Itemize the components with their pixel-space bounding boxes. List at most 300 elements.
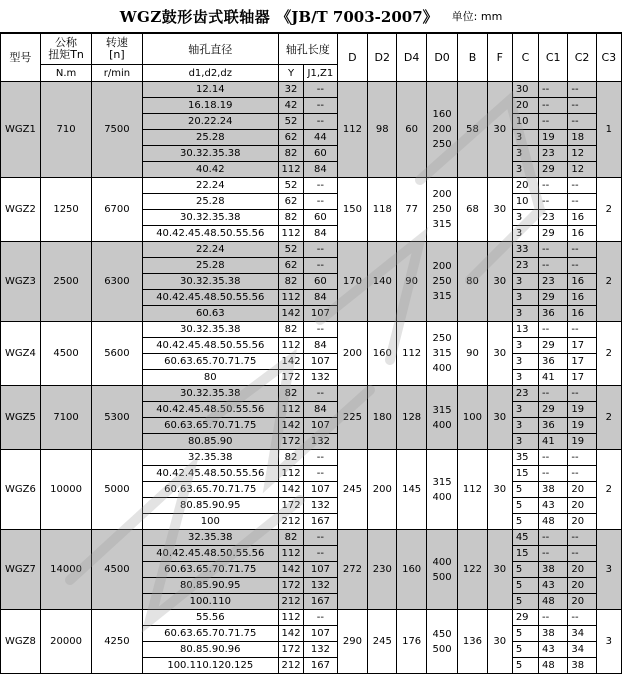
cell-C2: 20 <box>568 514 596 530</box>
cell-speed: 5300 <box>92 386 142 450</box>
cell-D4: 112 <box>397 322 426 386</box>
cell-C1: -- <box>539 386 568 402</box>
cell-C: 5 <box>512 642 538 658</box>
cell-C: 3 <box>512 162 538 178</box>
cell-model: WGZ1 <box>1 82 41 178</box>
cell-C1: -- <box>539 242 568 258</box>
cell-C1: 38 <box>539 626 568 642</box>
cell-D4: 90 <box>397 242 426 322</box>
cell-F: 30 <box>487 242 512 322</box>
cell-C1: 41 <box>539 370 568 386</box>
cell-bore-length-y: 52 <box>278 114 303 130</box>
cell-speed: 6700 <box>92 178 142 242</box>
cell-bore-length-j1: -- <box>304 82 338 98</box>
cell-speed: 7500 <box>92 82 142 178</box>
cell-bore-length-y: 172 <box>278 434 303 450</box>
cell-C2: 34 <box>568 626 596 642</box>
cell-D0 <box>426 386 457 450</box>
cell-F: 30 <box>487 386 512 450</box>
cell-C2: -- <box>568 82 596 98</box>
cell-model: WGZ7 <box>1 530 41 610</box>
cell-bore-length-j1: 60 <box>304 210 338 226</box>
cell-D0-value: 250 <box>432 204 452 215</box>
cell-bore-length-j1: 167 <box>304 514 338 530</box>
cell-bore-length-j1: 84 <box>304 290 338 306</box>
cell-bore-diameter: 40.42.45.48.50.55.56 <box>142 338 278 354</box>
cell-bore-diameter: 30.32.35.38 <box>142 322 278 338</box>
cell-bore-length-j1: 84 <box>304 402 338 418</box>
cell-bore-length-j1: 107 <box>304 418 338 434</box>
header-C3: C3 <box>596 34 621 82</box>
cell-B: 112 <box>458 450 487 530</box>
cell-C1: 23 <box>539 210 568 226</box>
cell-B: 136 <box>458 610 487 674</box>
cell-D0-value: 250 <box>432 276 452 287</box>
cell-model: WGZ3 <box>1 242 41 322</box>
cell-bore-length-y: 172 <box>278 578 303 594</box>
cell-D0-value: 315 <box>432 348 452 359</box>
cell-bore-length-j1: 60 <box>304 146 338 162</box>
cell-bore-length-y: 82 <box>278 386 303 402</box>
cell-D0-value: 400 <box>432 363 452 374</box>
cell-bore-length-y: 32 <box>278 82 303 98</box>
cell-C3: 2 <box>596 178 621 242</box>
cell-C: 45 <box>512 530 538 546</box>
cell-bore-length-j1: -- <box>304 450 338 466</box>
cell-D2: 200 <box>368 450 397 530</box>
cell-bore-diameter: 80.85.90.95 <box>142 578 278 594</box>
cell-bore-length-y: 82 <box>278 274 303 290</box>
cell-bore-length-y: 142 <box>278 354 303 370</box>
cell-C: 13 <box>512 322 538 338</box>
cell-bore-length-y: 82 <box>278 530 303 546</box>
cell-D0-value: 400 <box>432 491 452 503</box>
cell-C2: -- <box>568 530 596 546</box>
cell-bore-length-y: 112 <box>278 226 303 242</box>
cell-bore-diameter: 30.32.35.38 <box>142 274 278 290</box>
cell-C: 5 <box>512 626 538 642</box>
cell-D2: 118 <box>368 178 397 242</box>
cell-bore-length-y: 172 <box>278 370 303 386</box>
cell-bore-length-j1: 107 <box>304 626 338 642</box>
cell-bore-length-y: 42 <box>278 98 303 114</box>
cell-C1: 43 <box>539 642 568 658</box>
cell-bore-length-y: 172 <box>278 498 303 514</box>
cell-C2: 16 <box>568 226 596 242</box>
cell-model: WGZ5 <box>1 386 41 450</box>
header-C2: C2 <box>568 34 596 82</box>
cell-D: 150 <box>337 178 367 242</box>
cell-torque: 20000 <box>40 610 91 674</box>
cell-speed: 4250 <box>92 610 142 674</box>
cell-C2: 18 <box>568 130 596 146</box>
cell-B: 122 <box>458 530 487 610</box>
header-D0: D0 <box>426 34 457 82</box>
table-row <box>1 450 622 466</box>
cell-bore-length-y: 52 <box>278 178 303 194</box>
cell-D: 170 <box>337 242 367 322</box>
cell-C: 20 <box>512 178 538 194</box>
cell-C: 33 <box>512 242 538 258</box>
cell-C2: -- <box>568 322 596 338</box>
cell-C2: 17 <box>568 354 596 370</box>
cell-D4: 176 <box>397 610 426 674</box>
cell-D0-value: 500 <box>432 643 452 655</box>
cell-bore-length-y: 112 <box>278 290 303 306</box>
cell-speed: 6300 <box>92 242 142 322</box>
unit-label: 单位: mm <box>451 10 503 23</box>
cell-bore-diameter: 25.28 <box>142 258 278 274</box>
cell-C2: 12 <box>568 146 596 162</box>
cell-C: 5 <box>512 578 538 594</box>
cell-C1: -- <box>539 546 568 562</box>
cell-bore-diameter: 30.32.35.38 <box>142 386 278 402</box>
cell-C: 3 <box>512 146 538 162</box>
cell-bore-length-j1: -- <box>304 114 338 130</box>
cell-bore-length-j1: -- <box>304 258 338 274</box>
table-row <box>1 322 622 338</box>
cell-C2: 38 <box>568 658 596 674</box>
cell-C1: -- <box>539 466 568 482</box>
cell-C1: 43 <box>539 498 568 514</box>
header-model: 型号 <box>1 34 41 82</box>
cell-bore-length-y: 62 <box>278 258 303 274</box>
cell-bore-length-j1: 107 <box>304 562 338 578</box>
cell-D0-value: 315 <box>432 404 452 416</box>
cell-bore-length-j1: -- <box>304 242 338 258</box>
cell-C2: 20 <box>568 498 596 514</box>
cell-torque: 7100 <box>40 386 91 450</box>
header-torque-line1: 公称 <box>55 36 78 49</box>
cell-D0 <box>426 178 457 242</box>
cell-C2: 16 <box>568 290 596 306</box>
cell-C3: 2 <box>596 386 621 450</box>
cell-model: WGZ2 <box>1 178 41 242</box>
cell-D0-value: 500 <box>432 571 452 583</box>
cell-C: 3 <box>512 370 538 386</box>
cell-D2: 230 <box>368 530 397 610</box>
cell-bore-length-j1: 84 <box>304 162 338 178</box>
cell-bore-diameter: 22.24 <box>142 242 278 258</box>
cell-F: 30 <box>487 82 512 178</box>
cell-C: 30 <box>512 82 538 98</box>
cell-bore-length-y: 112 <box>278 466 303 482</box>
cell-D0-value: 315 <box>432 219 452 230</box>
cell-C2: 20 <box>568 482 596 498</box>
cell-bore-length-y: 142 <box>278 306 303 322</box>
cell-D0-value: 250 <box>432 139 452 150</box>
table-row <box>1 82 622 98</box>
cell-bore-length-y: 112 <box>278 402 303 418</box>
cell-C2: -- <box>568 610 596 626</box>
cell-bore-diameter: 100.110.120.125 <box>142 658 278 674</box>
cell-bore-diameter: 60.63.65.70.71.75 <box>142 418 278 434</box>
cell-B: 68 <box>458 178 487 242</box>
cell-torque: 2500 <box>40 242 91 322</box>
cell-C: 3 <box>512 290 538 306</box>
cell-C2: 19 <box>568 418 596 434</box>
cell-C1: 36 <box>539 306 568 322</box>
cell-D0-value: 250 <box>432 333 452 344</box>
cell-C2: -- <box>568 98 596 114</box>
cell-torque: 4500 <box>40 322 91 386</box>
cell-C: 29 <box>512 610 538 626</box>
cell-C: 3 <box>512 338 538 354</box>
cell-bore-diameter: 80 <box>142 370 278 386</box>
cell-C3: 2 <box>596 242 621 322</box>
cell-bore-length-j1: 107 <box>304 306 338 322</box>
cell-C2: 17 <box>568 338 596 354</box>
cell-bore-length-j1: 132 <box>304 434 338 450</box>
cell-bore-diameter: 40.42.45.48.50.55.56 <box>142 546 278 562</box>
cell-bore-length-y: 82 <box>278 146 303 162</box>
cell-C: 15 <box>512 546 538 562</box>
cell-bore-diameter: 40.42.45.48.50.55.56 <box>142 290 278 306</box>
cell-D0-value: 450 <box>432 628 452 640</box>
cell-F: 30 <box>487 322 512 386</box>
cell-D0-value: 315 <box>432 291 452 302</box>
cell-C1: -- <box>539 530 568 546</box>
table-title: WGZ鼓形齿式联轴器 <box>119 7 271 26</box>
cell-bore-diameter: 40.42.45.48.50.55.56 <box>142 466 278 482</box>
header-C: C <box>512 34 538 82</box>
cell-bore-length-y: 112 <box>278 162 303 178</box>
cell-C: 23 <box>512 386 538 402</box>
cell-bore-length-j1: 107 <box>304 354 338 370</box>
cell-bore-length-j1: 60 <box>304 274 338 290</box>
cell-C: 3 <box>512 130 538 146</box>
cell-C1: -- <box>539 258 568 274</box>
cell-C2: 20 <box>568 594 596 610</box>
cell-bore-diameter: 60.63.65.70.71.75 <box>142 626 278 642</box>
cell-D2: 245 <box>368 610 397 674</box>
cell-D4: 128 <box>397 386 426 450</box>
header-bore-diameter: 轴孔直径 <box>142 34 278 65</box>
cell-model: WGZ6 <box>1 450 41 530</box>
cell-bore-diameter: 100.110 <box>142 594 278 610</box>
coupling-spec-table <box>0 33 622 674</box>
cell-bore-length-y: 112 <box>278 338 303 354</box>
cell-bore-length-y: 112 <box>278 546 303 562</box>
cell-torque: 10000 <box>40 450 91 530</box>
cell-C1: 38 <box>539 482 568 498</box>
cell-B: 90 <box>458 322 487 386</box>
cell-bore-length-y: 52 <box>278 242 303 258</box>
cell-C: 3 <box>512 226 538 242</box>
cell-C: 10 <box>512 194 538 210</box>
cell-bore-length-j1: 107 <box>304 482 338 498</box>
header-F: F <box>487 34 512 82</box>
cell-D0-value: 400 <box>432 419 452 431</box>
header-D4: D4 <box>397 34 426 82</box>
cell-bore-diameter: 80.85.90 <box>142 434 278 450</box>
cell-bore-diameter: 16.18.19 <box>142 98 278 114</box>
table-row <box>1 530 622 546</box>
cell-C1: 23 <box>539 274 568 290</box>
cell-B: 58 <box>458 82 487 178</box>
cell-bore-length-j1: 132 <box>304 370 338 386</box>
cell-bore-diameter: 40.42.45.48.50.55.56 <box>142 226 278 242</box>
cell-B: 100 <box>458 386 487 450</box>
cell-bore-length-j1: -- <box>304 466 338 482</box>
cell-D4: 160 <box>397 530 426 610</box>
cell-C1: -- <box>539 450 568 466</box>
cell-C2: -- <box>568 258 596 274</box>
cell-C: 5 <box>512 482 538 498</box>
cell-torque: 1250 <box>40 178 91 242</box>
header-speed-unit: r/min <box>92 65 142 82</box>
cell-bore-diameter: 32.35.38 <box>142 530 278 546</box>
cell-C2: -- <box>568 178 596 194</box>
cell-C: 3 <box>512 274 538 290</box>
cell-bore-length-y: 62 <box>278 130 303 146</box>
cell-bore-length-j1: 132 <box>304 642 338 658</box>
cell-D: 225 <box>337 386 367 450</box>
table-header <box>1 34 622 82</box>
cell-bore-diameter: 100 <box>142 514 278 530</box>
header-B: B <box>458 34 487 82</box>
cell-bore-diameter: 55.56 <box>142 610 278 626</box>
header-bore-diameter-sub: d1,d2,dz <box>142 65 278 82</box>
cell-D: 290 <box>337 610 367 674</box>
cell-bore-length-y: 82 <box>278 450 303 466</box>
cell-bore-diameter: 32.35.38 <box>142 450 278 466</box>
cell-bore-length-y: 212 <box>278 594 303 610</box>
cell-bore-length-j1: 44 <box>304 130 338 146</box>
cell-C2: -- <box>568 114 596 130</box>
cell-bore-length-j1: -- <box>304 178 338 194</box>
cell-bore-length-y: 142 <box>278 562 303 578</box>
cell-D: 245 <box>337 450 367 530</box>
cell-D0-value: 160 <box>432 109 452 120</box>
cell-C1: -- <box>539 114 568 130</box>
cell-C: 10 <box>512 114 538 130</box>
cell-C2: -- <box>568 242 596 258</box>
cell-D: 112 <box>337 82 367 178</box>
cell-C2: 16 <box>568 210 596 226</box>
cell-D: 200 <box>337 322 367 386</box>
cell-F: 30 <box>487 610 512 674</box>
cell-C1: -- <box>539 82 568 98</box>
header-torque-line2: 扭矩Tn <box>48 48 84 61</box>
cell-C1: -- <box>539 322 568 338</box>
cell-bore-diameter: 12.14 <box>142 82 278 98</box>
cell-C1: 36 <box>539 354 568 370</box>
cell-bore-length-y: 82 <box>278 322 303 338</box>
cell-D2: 180 <box>368 386 397 450</box>
cell-C1: 29 <box>539 402 568 418</box>
cell-bore-length-y: 212 <box>278 514 303 530</box>
cell-D4: 60 <box>397 82 426 178</box>
cell-C: 3 <box>512 434 538 450</box>
cell-bore-length-y: 62 <box>278 194 303 210</box>
cell-torque: 14000 <box>40 530 91 610</box>
cell-C2: -- <box>568 386 596 402</box>
table-body <box>1 82 622 674</box>
cell-C: 5 <box>512 594 538 610</box>
cell-D2: 140 <box>368 242 397 322</box>
cell-C2: -- <box>568 450 596 466</box>
cell-bore-diameter: 80.85.90.95 <box>142 498 278 514</box>
cell-bore-diameter: 60.63 <box>142 306 278 322</box>
cell-C: 5 <box>512 658 538 674</box>
cell-bore-length-j1: -- <box>304 194 338 210</box>
cell-B: 80 <box>458 242 487 322</box>
cell-bore-diameter: 60.63.65.70.71.75 <box>142 562 278 578</box>
cell-bore-length-y: 142 <box>278 626 303 642</box>
cell-C: 15 <box>512 466 538 482</box>
cell-C3: 3 <box>596 610 621 674</box>
cell-C2: -- <box>568 546 596 562</box>
cell-C1: 48 <box>539 658 568 674</box>
cell-C: 3 <box>512 306 538 322</box>
cell-bore-length-j1: -- <box>304 322 338 338</box>
cell-bore-diameter: 60.63.65.70.71.75 <box>142 482 278 498</box>
cell-C1: 36 <box>539 418 568 434</box>
cell-D0-value: 200 <box>432 189 452 200</box>
header-speed-line1: 转速 <box>105 36 128 49</box>
cell-bore-diameter: 40.42.45.48.50.55.56 <box>142 402 278 418</box>
cell-model: WGZ8 <box>1 610 41 674</box>
cell-F: 30 <box>487 530 512 610</box>
cell-bore-diameter: 60.63.65.70.71.75 <box>142 354 278 370</box>
cell-C1: 41 <box>539 434 568 450</box>
header-bore-length-j1: J1,Z1 <box>304 65 338 82</box>
cell-C2: 19 <box>568 402 596 418</box>
cell-bore-diameter: 30.32.35.38 <box>142 210 278 226</box>
cell-bore-length-j1: -- <box>304 386 338 402</box>
cell-C2: 34 <box>568 642 596 658</box>
cell-D0-value: 200 <box>432 124 452 135</box>
header-bore-length: 轴孔长度 <box>278 34 337 65</box>
cell-D0 <box>426 610 457 674</box>
cell-C3: 1 <box>596 82 621 178</box>
cell-bore-length-j1: 84 <box>304 226 338 242</box>
cell-C: 35 <box>512 450 538 466</box>
cell-speed: 4500 <box>92 530 142 610</box>
cell-bore-length-y: 212 <box>278 658 303 674</box>
cell-F: 30 <box>487 178 512 242</box>
cell-D0 <box>426 82 457 178</box>
cell-C2: 16 <box>568 274 596 290</box>
header-torque <box>40 34 91 65</box>
cell-bore-length-y: 142 <box>278 482 303 498</box>
cell-D0 <box>426 530 457 610</box>
cell-bore-diameter: 25.28 <box>142 130 278 146</box>
cell-C: 3 <box>512 418 538 434</box>
cell-C: 23 <box>512 258 538 274</box>
cell-C: 20 <box>512 98 538 114</box>
cell-bore-length-y: 112 <box>278 610 303 626</box>
cell-C1: -- <box>539 98 568 114</box>
cell-C1: 38 <box>539 562 568 578</box>
cell-C2: 16 <box>568 306 596 322</box>
cell-bore-length-j1: -- <box>304 546 338 562</box>
cell-C2: 20 <box>568 562 596 578</box>
cell-C1: -- <box>539 194 568 210</box>
cell-D2: 98 <box>368 82 397 178</box>
cell-bore-diameter: 22.24 <box>142 178 278 194</box>
cell-C: 3 <box>512 354 538 370</box>
cell-bore-length-y: 142 <box>278 418 303 434</box>
cell-D4: 145 <box>397 450 426 530</box>
cell-D0 <box>426 322 457 386</box>
cell-C3: 2 <box>596 322 621 386</box>
header-D2: D2 <box>368 34 397 82</box>
header-speed <box>92 34 142 65</box>
cell-C2: 12 <box>568 162 596 178</box>
cell-C: 3 <box>512 210 538 226</box>
